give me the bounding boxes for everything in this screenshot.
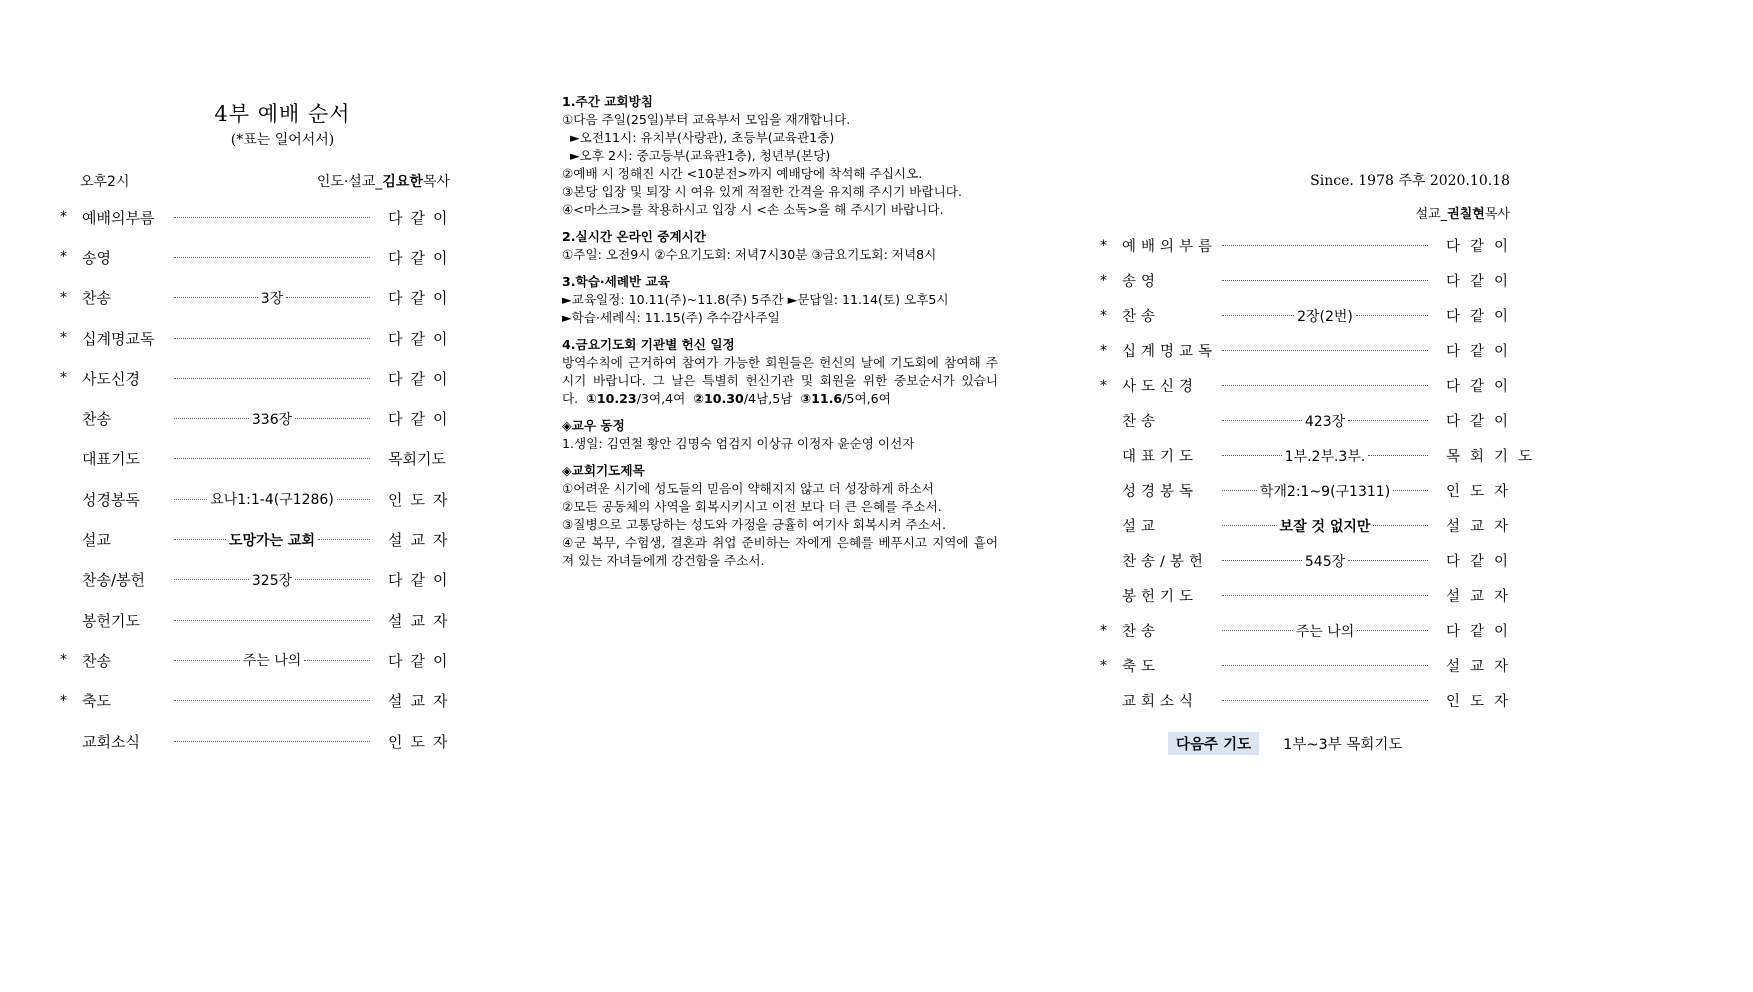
order-item-label: 축도 [82, 692, 111, 711]
order-item [1100, 228, 1519, 263]
order-item-person: 인도자 [388, 732, 456, 751]
news-line: ②모든 공동체의 사역을 회복시키시고 이전 보다 더 큰 은혜를 주소서. [562, 499, 942, 514]
order-item-detail: 1부.2부.3부. [1284, 448, 1366, 465]
schedule-groups: /4남,5남 [743, 391, 793, 406]
leader-dots [174, 409, 370, 429]
leader-dots [174, 741, 370, 742]
section-title: 2.실시간 온라인 중계시간 [562, 229, 706, 244]
order-item-person: 다같이 [1446, 309, 1519, 325]
news-line: ④<마스크>를 착용하시고 입장 시 <손 소독>을 해 주시기 바랍니다. [562, 202, 944, 217]
stand-marker: * [1100, 657, 1107, 674]
order-item [1100, 438, 1543, 473]
order-item-label: 송영 [1122, 274, 1161, 290]
news-line: ►오후 2시: 중고등부(교육관1층), 청년부(본당) [570, 148, 831, 163]
order-item-label: 봉헌기도 [1122, 589, 1199, 605]
schedule-date: ①10.23 [586, 391, 637, 406]
leader-dots [174, 489, 370, 509]
order-item [60, 519, 456, 559]
service-time: 오후2시 [80, 174, 130, 190]
order-item-detail: 336장 [251, 411, 293, 428]
leader-dots [174, 650, 370, 670]
news-line: ③본당 입장 및 퇴장 시 여유 있게 적절한 간격을 유지해 주시기 바랍니다. [562, 184, 962, 199]
order-item-detail: 3장 [260, 290, 284, 307]
order-item-label: 성경봉독 [82, 490, 140, 509]
order-item-person: 설교자 [1446, 519, 1519, 535]
order-item-person: 인도자 [1446, 694, 1519, 710]
news-line: ►학습·세례식: 11.15(주) 추수감사주일 [562, 310, 780, 325]
leader-dots [1222, 516, 1428, 536]
leader-dots [1222, 411, 1428, 431]
stand-marker: * [60, 692, 67, 709]
section-member-news [562, 417, 998, 453]
stand-marker: * [1100, 307, 1107, 324]
leader-dots [174, 288, 370, 308]
order-item-person: 다같이 [1446, 414, 1519, 430]
order-item-person: 목회기도 [1446, 449, 1543, 465]
leader-dots [174, 700, 370, 701]
leader-dots [1222, 551, 1428, 571]
order-item [1100, 263, 1519, 298]
order-item-label: 찬송 [82, 289, 111, 308]
section-title: ◈교회기도제목 [562, 463, 645, 478]
section-friday-prayer [562, 336, 998, 408]
order-item-person: 다같이 [388, 208, 456, 227]
order-item-person: 설교자 [388, 611, 456, 630]
left-meta [60, 171, 450, 191]
order-item-label: 찬송/봉헌 [1122, 554, 1208, 570]
leader-dots [1222, 350, 1428, 351]
order-item-label: 성경봉독 [1122, 484, 1199, 500]
leader-dots [1222, 665, 1428, 666]
section-weekly-policy [562, 93, 998, 219]
order-item-person: 다같이 [1446, 624, 1519, 640]
leader-name: 김요한 [382, 174, 423, 190]
leader-dots [1222, 245, 1428, 246]
order-item-person: 설교자 [1446, 589, 1519, 605]
order-item-label: 사도신경 [1122, 379, 1199, 395]
section-title: 1.주간 교회방침 [562, 94, 653, 109]
order-item [1100, 508, 1519, 543]
order-item-person: 설교자 [1446, 659, 1519, 675]
leader-dots [1222, 595, 1428, 596]
order-item [1100, 683, 1519, 718]
order-item-person: 다같이 [388, 651, 456, 670]
news-line: ③질병으로 고통당하는 성도와 가정을 긍휼히 여기사 회복시켜 주소서. [562, 517, 946, 532]
section-online-broadcast [562, 228, 998, 264]
order-item-person: 다같이 [1446, 344, 1519, 360]
order-item-person: 인도자 [388, 490, 456, 509]
order-item [1100, 648, 1519, 683]
news-text: 방역수칙에 근거하여 참여가 가능한 회원들은 헌신의 날에 기도회에 참여해 주시기 바랍니다. 그 날은 특별히 헌신기관 및 회원을 위한 중보순서가 있습니다. [562, 355, 998, 406]
stand-marker: * [60, 209, 67, 226]
order-item-detail: 주는 나의 [1295, 623, 1355, 640]
order-item [1100, 543, 1519, 578]
leader-line [317, 171, 450, 191]
leader-dots [174, 338, 370, 339]
section-prayer-topics [562, 462, 998, 570]
left-order-of-worship [60, 98, 456, 761]
order-item-person: 다같이 [388, 571, 456, 590]
order-item [1100, 613, 1519, 648]
order-item [1100, 403, 1519, 438]
order-item [60, 681, 456, 721]
news-line: ►교육일정: 10.11(주)~11.8(주) 5주간 ►문답일: 11.14(토) 오후5시 [562, 292, 949, 307]
order-item-label: 찬송 [1122, 309, 1161, 325]
order-item-label: 찬송 [82, 651, 111, 670]
stand-marker: * [60, 249, 67, 266]
order-item-label: 교회소식 [1122, 694, 1199, 710]
news-line: ②예배 시 정해진 시간 <10분전>까지 예배당에 착석해 주십시오. [562, 166, 923, 181]
order-item-person: 목회기도 [388, 450, 446, 469]
schedule-date: ③11.6 [800, 391, 843, 406]
order-item-detail: 보잘 것 없지만 [1279, 518, 1371, 535]
order-item-person: 다같이 [1446, 239, 1519, 255]
next-week-label: 다음주 기도 [1168, 732, 1259, 755]
leader-dots [1222, 621, 1428, 641]
order-item [1100, 578, 1519, 613]
leader-dots [1222, 306, 1428, 326]
leader-dots [174, 217, 370, 218]
stand-marker: * [1100, 237, 1107, 254]
order-item-person: 다같이 [388, 289, 456, 308]
order-item-label: 봉헌기도 [82, 611, 140, 630]
order-item [60, 439, 450, 479]
order-item-person: 다같이 [1446, 274, 1519, 290]
order-item-detail: 423장 [1304, 413, 1346, 430]
order-item-label: 찬송 [82, 410, 111, 429]
order-item-person: 설교자 [388, 531, 456, 550]
order-item-label: 예배의부름 [82, 208, 155, 227]
order-item [60, 479, 456, 519]
order-item-label: 설교 [1122, 519, 1161, 535]
order-item [60, 398, 456, 438]
order-item [60, 197, 456, 237]
leader-dots [174, 458, 370, 459]
order-item-label: 대표기도 [1122, 449, 1199, 465]
leader-dots [174, 257, 370, 258]
leader-prefix: 인도·설교_ [316, 174, 383, 190]
leader-dots [174, 620, 370, 621]
stand-marker: * [1100, 342, 1107, 359]
order-item [1100, 368, 1519, 403]
bulletin-date: Since. 1978 주후 2020.10.18 [1310, 173, 1510, 189]
order-item-person: 다같이 [1446, 379, 1519, 395]
order-item-person: 다같이 [388, 369, 456, 388]
news-line: ①주일: 오전9시 ②수요기도회: 저녁7시30분 ③금요기도회: 저녁8시 [562, 247, 937, 262]
section-baptism-class [562, 273, 998, 327]
order-item-detail: 2장(2번) [1297, 308, 1353, 325]
pastor-prefix: 설교_ [1415, 207, 1448, 222]
leader-dots [1222, 385, 1428, 386]
stand-marker: * [60, 330, 67, 347]
news-line: ①다음 주일(25일)부터 교육부서 모임을 재개합니다. [562, 112, 851, 127]
section-title: ◈교우 동정 [562, 418, 625, 433]
church-news [562, 93, 998, 579]
order-item [1100, 333, 1519, 368]
left-items-list [60, 197, 456, 761]
pastor-line [1100, 203, 1510, 222]
news-line: ①어려운 시기에 성도들의 믿음이 약해지지 않고 더 성장하게 하소서 [562, 481, 934, 496]
order-item-person: 다같이 [388, 248, 456, 267]
order-item-label: 찬송/봉헌 [82, 571, 146, 590]
schedule-date: ②10.30 [693, 391, 744, 406]
left-subtitle: (*표는 일어서서) [230, 132, 335, 148]
order-item-label: 십계명교독 [1122, 344, 1218, 360]
schedule-groups: /3여,4여 [636, 391, 686, 406]
news-line: ►오전11시: 유치부(사랑관), 초등부(교육관1층) [570, 130, 835, 145]
pastor-name: 권칠현 [1447, 207, 1485, 222]
stand-marker: * [1100, 272, 1107, 289]
leader-dots [1222, 280, 1428, 281]
order-item [60, 721, 456, 761]
stand-marker: * [60, 289, 67, 306]
order-item [60, 560, 456, 600]
leader-dots [174, 378, 370, 379]
order-item-detail: 주는 나의 [242, 653, 302, 670]
order-item [60, 600, 456, 640]
leader-dots [1222, 481, 1428, 501]
order-item-detail: 325장 [251, 572, 293, 589]
order-item-person: 다같이 [388, 410, 456, 429]
stand-marker: * [1100, 377, 1107, 394]
order-item-detail: 학개2:1~9(구1311) [1259, 483, 1391, 500]
order-item-label: 대표기도 [82, 450, 140, 469]
leader-dots [174, 570, 370, 590]
schedule-groups: /5여,6여 [842, 391, 891, 406]
section-title: 4.금요기도회 기관별 헌신 일정 [562, 337, 735, 352]
leader-suffix: 목사 [422, 174, 450, 190]
order-item-person: 다같이 [388, 329, 456, 348]
order-item-detail: 도망가는 교회 [228, 532, 316, 549]
order-item-detail: 545장 [1304, 553, 1346, 570]
leader-dots [1222, 700, 1428, 701]
news-line: 1.생일: 김연철 황안 김명숙 엄검지 이상규 이정자 윤순영 이선자 [562, 436, 915, 451]
order-item-label: 찬송 [1122, 624, 1161, 640]
order-item [60, 278, 456, 318]
order-item-label: 사도신경 [82, 369, 140, 388]
order-item-label: 예배의부름 [1122, 239, 1218, 255]
order-item [60, 237, 456, 277]
order-item-label: 십계명교독 [82, 329, 155, 348]
stand-marker: * [1100, 622, 1107, 639]
leader-dots [1222, 446, 1428, 466]
order-item-label: 설교 [82, 531, 111, 550]
order-item-label: 축도 [1122, 659, 1161, 675]
right-items-list [1100, 228, 1543, 718]
news-line: ④군 복무, 수험생, 결혼과 취업 준비하는 자에게 은혜를 베푸시고 지역에 흩어져 있는 자녀들에게 강건함을 주소서. [562, 535, 998, 568]
news-paragraph [562, 354, 998, 408]
order-item-label: 교회소식 [82, 732, 140, 751]
stand-marker: * [60, 652, 67, 669]
order-item-person: 다같이 [1446, 554, 1519, 570]
order-item [60, 358, 456, 398]
order-item [1100, 473, 1519, 508]
left-title: 4부 예배 순서 [214, 102, 351, 126]
order-item-label: 송영 [82, 248, 111, 267]
order-item [60, 318, 456, 358]
order-item [1100, 298, 1519, 333]
stand-marker: * [60, 370, 67, 387]
right-order-of-worship [1100, 170, 1543, 755]
order-item-detail: 요나1:1-4(구1286) [210, 492, 334, 509]
next-week-value: 1부~3부 목회기도 [1283, 737, 1403, 753]
next-week-prayer [1100, 732, 1510, 755]
leader-dots [174, 530, 370, 550]
order-item-person: 인도자 [1446, 484, 1519, 500]
order-item [60, 640, 456, 680]
order-item-label: 찬송 [1122, 414, 1161, 430]
pastor-suffix: 목사 [1484, 207, 1510, 222]
section-title: 3.학습·세례반 교육 [562, 274, 670, 289]
order-item-person: 설교자 [388, 692, 456, 711]
